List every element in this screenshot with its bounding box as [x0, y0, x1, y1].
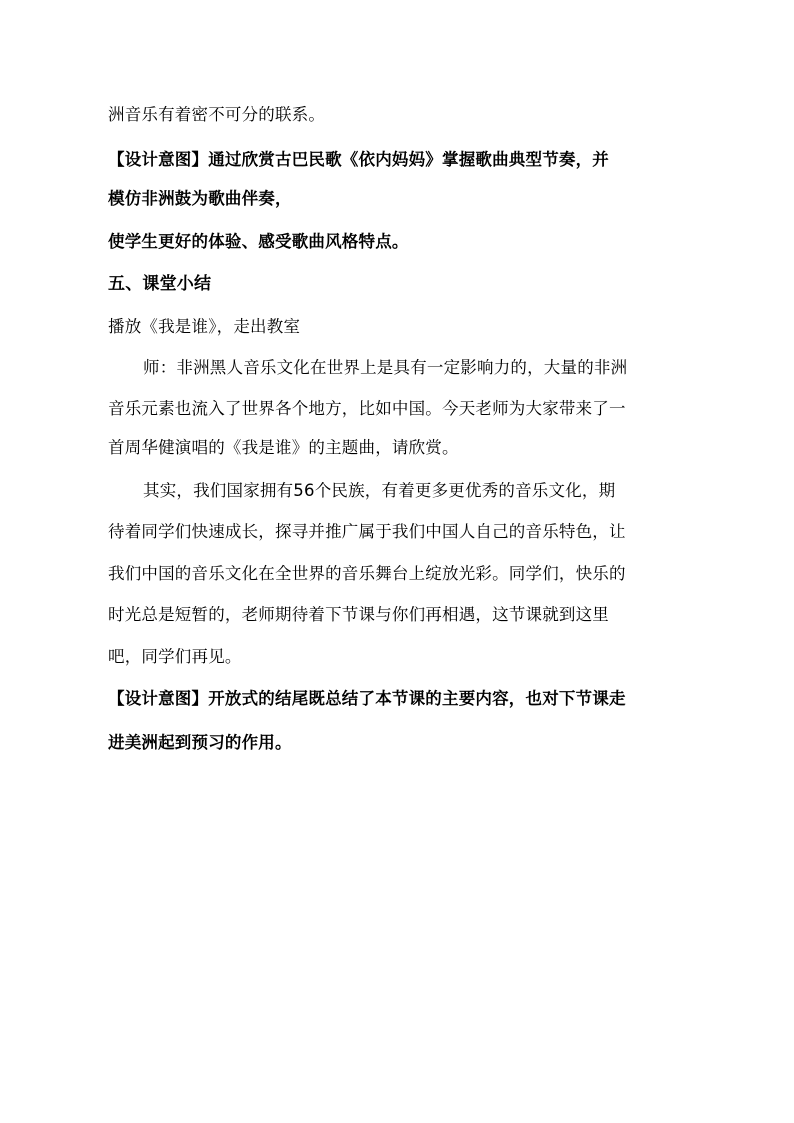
paragraph-line: 洲音乐有着密不可分的联系。	[108, 105, 326, 124]
design-intent-line: 进美洲起到预习的作用。	[108, 733, 292, 752]
paragraph-line: 时光总是短暂的，老师期待着下节课与你们再相遇，这节课就到这里	[108, 605, 609, 624]
section-heading: 五、课堂小结	[108, 274, 212, 294]
design-intent-line: 【设计意图】通过欣赏古巴民歌《依内妈妈》掌握歌曲典型节奏，并	[108, 150, 609, 169]
paragraph-line: 我们中国的音乐文化在全世界的音乐舞台上绽放光彩。同学们，快乐的	[108, 564, 626, 583]
design-intent-line: 模仿非洲鼓为歌曲伴奏，	[108, 189, 292, 208]
design-intent-line: 【设计意图】开放式的结尾既总结了本节课的主要内容，也对下节课走	[108, 689, 626, 708]
paragraph-line: 其实，我们国家拥有56个民族，有着更多更优秀的音乐文化，期	[143, 481, 616, 500]
paragraph-line: 首周华健演唱的《我是谁》的主题曲，请欣赏。	[108, 438, 459, 457]
design-intent-line: 使学生更好的体验、感受歌曲风格特点。	[108, 232, 409, 251]
paragraph-line: 吧，同学们再见。	[108, 647, 242, 666]
paragraph-line: 师：非洲黑人音乐文化在世界上是具有一定影响力的，大量的非洲	[143, 358, 628, 377]
paragraph-line: 播放《我是谁》，走出教室	[108, 317, 301, 336]
paragraph-line: 待着同学们快速成长，探寻并推广属于我们中国人自己的音乐特色，让	[108, 522, 626, 541]
paragraph-line: 音乐元素也流入了世界各个地方，比如中国。今天老师为大家带来了一	[108, 399, 626, 418]
